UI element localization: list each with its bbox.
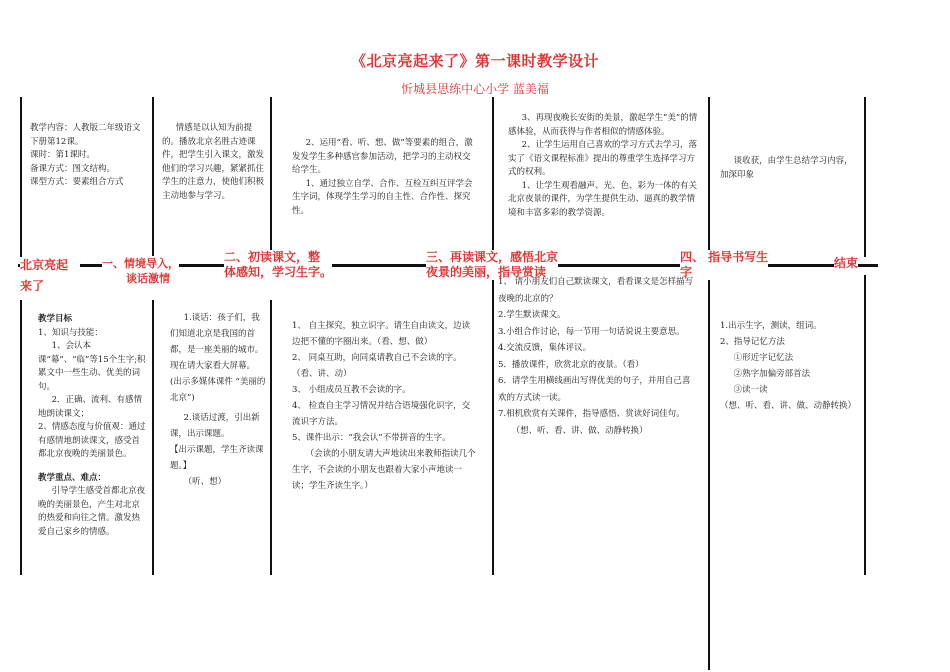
step-3-item-1: 1、 请小朋友们自己默读课文，看看课文是怎样描写夜晚的北京的？ xyxy=(498,277,694,304)
step-3-item-5: 5．播放课件，欣赏北京的夜景。（看） xyxy=(498,359,644,370)
top-col-3 xyxy=(292,137,478,218)
step-1-transition: 2.谈话过渡，引出新课，出示课题。 xyxy=(170,413,260,439)
divider-6 xyxy=(864,97,866,257)
step-3-item-6: 6．请学生用横线画出写得优美的句子，并用自己喜欢的方式读一读。 xyxy=(498,376,691,403)
divider-5b xyxy=(708,268,710,670)
course-content: 教学内容：人教版二年级语文下册第12课。 xyxy=(30,123,141,147)
step-4-item-2: 2、指导记忆方法 xyxy=(720,337,785,347)
step-4-item-1: 1.出示生字，测读，组词。 xyxy=(720,321,822,331)
stage-3-line1: 三、再读课文，感悟北京 xyxy=(426,250,559,264)
course-period: 课时：第1课时。 xyxy=(30,150,95,160)
step-4-mode: （想、听、看、讲、做、动静转换） xyxy=(720,401,857,411)
step-3-item-7: 7.相机欣赏有关课件，指导感悟、赏读好词佳句。 xyxy=(498,409,685,419)
intent-3-c: 3、再现夜晚长安街的美景，激起学生“美”的情感体验，从而获得与作者相似的情感体验。 xyxy=(508,113,698,137)
stage-3-line2: 夜景的美丽，指导赏读 xyxy=(426,265,547,279)
divider-3b xyxy=(270,300,272,575)
stage-4-line2: 字 xyxy=(680,265,693,279)
lesson-type: 课型方式：要素组合方式 xyxy=(30,177,124,187)
top-col-1 xyxy=(30,122,148,190)
objectives-heading: 教学目标 xyxy=(38,314,73,324)
key-points-text: 引导学生感受首都北京夜晚的美丽景色，产生对北京的热爱和向往之情。激发热爱自己家乡的情感。 xyxy=(38,486,146,537)
stage-start xyxy=(20,258,80,294)
step-1-talk: 1.谈话：孩子们，我们知道北京是我国的首都，是一座美丽的城市。现在请大家看大屏幕。(出示多媒体课件 “美丽的北京”) xyxy=(170,313,266,403)
stage-start-line1: 北京亮起 xyxy=(20,258,69,272)
stage-start-line2: 来了 xyxy=(20,279,45,293)
top-col-2 xyxy=(162,122,264,203)
step-2-item-2: 2、 同桌互助，向同桌请教自己不会读的字。（看、讲、动） xyxy=(292,353,462,379)
objective-1b: 2．正确、流利、有感情地朗读课文； xyxy=(38,395,143,419)
page-title: 《北京亮起来了》第一课时教学设计 xyxy=(350,52,599,70)
step-1-show-title: 【出示课题，学生齐读课题。】 xyxy=(170,445,264,471)
stage-2-line1: 二、初读课文，整 xyxy=(224,250,321,264)
divider-1b xyxy=(20,300,22,575)
objective-2: 2、情感态度与价值观：通过有感情地朗读课文，感受首都北京夜晚的美丽景色。 xyxy=(38,422,146,459)
step-3-item-2: 2.学生默读课文。 xyxy=(498,310,566,320)
bottom-col-3 xyxy=(292,318,476,494)
intent-1: 情感是以认知为前提的。播放北京名胜古迹课件，把学生引入课文，激发他们的学习兴趣，紧紧抓住学生的注意力，使他们积极主动地参与学习。 xyxy=(162,123,265,201)
stage-2-line2: 体感知，学习生字。 xyxy=(224,265,333,279)
intent-2-a: 1、通过独立自学、合作、互检互纠互评学会生字词，体现学生学习的自主性、合作性、探究性。 xyxy=(292,178,473,216)
step-3-item-3: 3.小组合作讨论，每一节用一句话说说主要意思。 xyxy=(498,326,685,337)
step-2-item-3: 3、 小组成员互教不会读的字。 xyxy=(292,385,411,395)
top-col-5 xyxy=(720,155,854,182)
bottom-col-4 xyxy=(498,274,696,439)
step-2-item-4: 4、 检查自主学习情况并结合语境强化识字，交流识字方法。 xyxy=(292,401,471,427)
divider-5 xyxy=(708,97,710,257)
step-4-method-1: ①形近字记忆法 xyxy=(733,353,794,363)
bottom-col-5 xyxy=(720,318,858,414)
intent-end: 谈收获，由学生总结学习内容，加深印象 xyxy=(720,156,853,180)
intent-2-b: 2、运用“看、听、想、做”等要素的组合，激发发学生多种感官参加活动，把学习的主动权交给学生。 xyxy=(292,138,473,175)
prep-method: 备课方式：图文结构。 xyxy=(30,163,116,174)
top-col-4 xyxy=(508,112,698,220)
step-2-item-1: 1、 自主探究，独立识字。请生自由读文，边读边把不懂的字圈出来。（看、想、做） xyxy=(292,321,471,347)
bottom-col-1 xyxy=(38,313,146,539)
divider-3 xyxy=(270,97,272,257)
divider-2b xyxy=(152,300,154,575)
stage-2 xyxy=(224,250,332,280)
divider-1 xyxy=(20,97,22,257)
stage-end: 结束 xyxy=(834,256,859,270)
step-4-method-3: ③读一读 xyxy=(733,385,768,395)
step-1-mode: （听、想） xyxy=(183,477,227,487)
intent-3-b: 2、让学生运用自己喜欢的学习方式去学习，落实了《语文课程标准》提出的尊重学生选择学习方式的权利。 xyxy=(508,140,698,177)
step-2-item-5: 5、课件出示：“我会认”不带拼音的生字。 xyxy=(292,433,451,443)
divider-4 xyxy=(492,97,494,257)
stage-1-line1: 一、情境导入， xyxy=(102,257,179,270)
step-4-method-2: ②熟字加偏旁部首法 xyxy=(733,369,811,379)
divider-2 xyxy=(152,97,154,257)
divider-6b xyxy=(864,275,866,575)
objective-1: 1、知识与技能： xyxy=(38,327,103,338)
stage-1-line2: 谈话激情 xyxy=(126,272,170,285)
key-points-heading: 教学重点、难点： xyxy=(38,472,107,483)
bottom-col-2 xyxy=(170,310,266,490)
objective-1a: 1、会认本课“幕”、“临”等15个生字;积累文中一些生动、优美的词句。 xyxy=(38,341,146,392)
step-3-item-4: 4.交流反馈，集体评议。 xyxy=(498,343,592,353)
step-2-note: （会读的小朋友请大声地读出来教师指读几个生字，不会读的小朋友也跟着大家小声地读一读；学生齐读生字。） xyxy=(292,449,476,491)
author-line: 忻城县思练中心小学 蓝美福 xyxy=(401,82,549,96)
stage-4-line1: 四、 指导书写生 xyxy=(680,250,769,264)
stage-1 xyxy=(102,256,179,286)
divider-4b xyxy=(492,268,494,575)
intent-3-a: 1、让学生观看融声、光、色、彩为一体的有关北京夜景的课件，为学生提供生动、逼真的教学情境和丰富多彩的教学资源。 xyxy=(508,180,698,218)
step-3-mode: （想、听、看、讲、做、动静转换） xyxy=(511,425,648,436)
